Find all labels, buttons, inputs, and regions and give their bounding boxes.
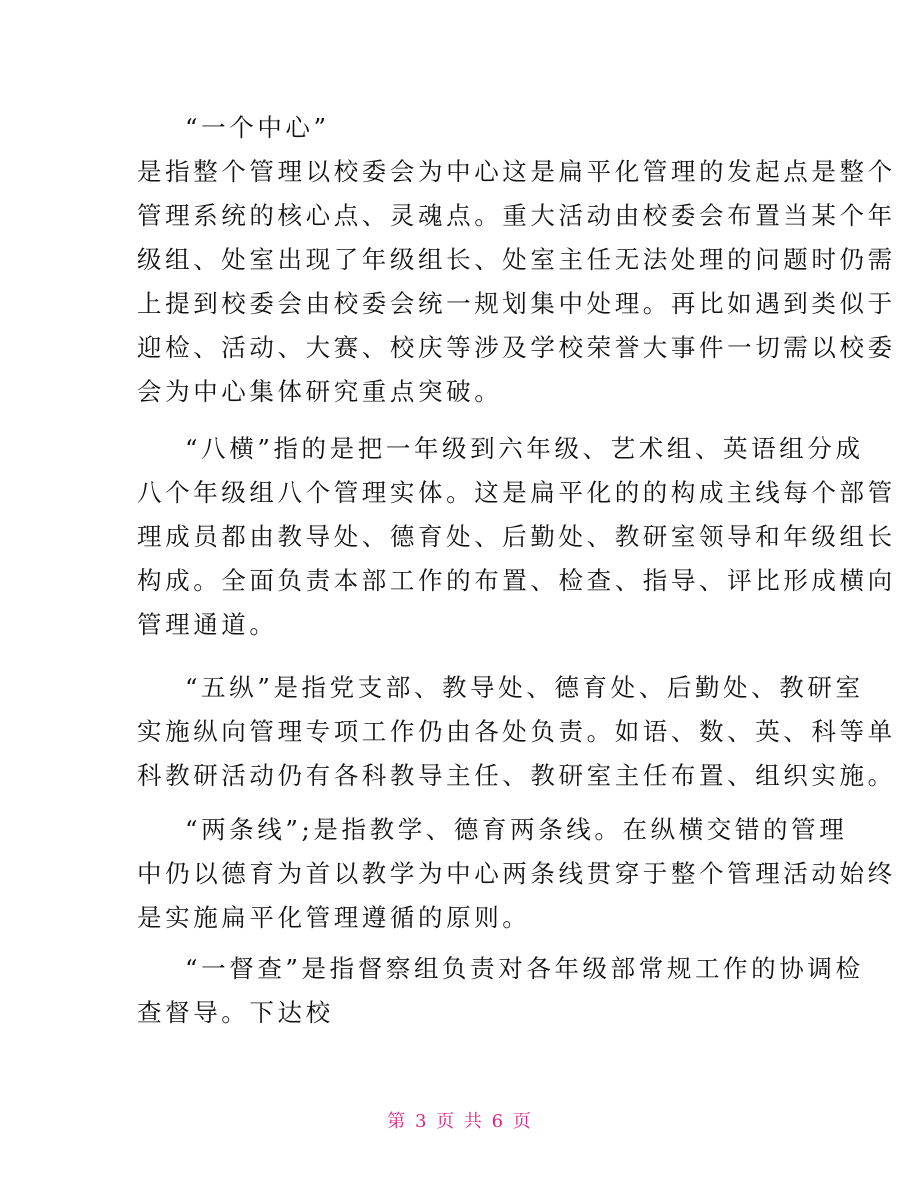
body-line: 查督导。下达校 xyxy=(137,998,334,1027)
paragraph-five-vertical: “五纵”是指党支部、教导处、德育处、后勤处、教研室 xyxy=(185,673,864,702)
body-line: 会为中心集体研究重点突破。 xyxy=(137,377,503,406)
body-line: 理成员都由教导处、德育处、后勤处、教研室领导和年级组长 xyxy=(137,522,896,551)
body-line: 构成。全面负责本部工作的布置、检查、指导、评比形成横向 xyxy=(137,566,896,595)
paragraph-eight-horizontal: “八横”指的是把一年级到六年级、艺术组、英语组分成 xyxy=(185,434,864,463)
body-line: 级组、处室出现了年级组长、处室主任无法处理的问题时仍需 xyxy=(137,245,896,274)
heading-one-center: “一个中心” xyxy=(185,113,330,142)
body-line: 实施纵向管理专项工作仍由各处负责。如语、数、英、科等单 xyxy=(137,717,896,746)
body-line: 上提到校委会由校委会统一规划集中处理。再比如遇到类似于 xyxy=(137,289,896,318)
body-line: 是实施扁平化管理遵循的原则。 xyxy=(137,903,531,932)
body-line: 是指整个管理以校委会为中心这是扁平化管理的发起点是整个 xyxy=(137,157,896,186)
paragraph-one-supervision: “一督查”是指督察组负责对各年级部常规工作的协调检 xyxy=(185,954,864,983)
body-line: 管理通道。 xyxy=(137,610,278,639)
body-line: 中仍以德育为首以教学为中心两条线贯穿于整个管理活动始终 xyxy=(137,859,896,888)
page-number-footer: 第 3 页 共 6 页 xyxy=(387,1111,533,1132)
paragraph-two-lines: “两条线”;是指教学、德育两条线。在纵横交错的管理 xyxy=(185,815,848,844)
body-line: 迎检、活动、大赛、校庆等涉及学校荣誉大事件一切需以校委 xyxy=(137,333,896,362)
body-line: 科教研活动仍有各科教导主任、教研室主任布置、组织实施。 xyxy=(137,761,896,790)
body-line: 管理系统的核心点、灵魂点。重大活动由校委会布置当某个年 xyxy=(137,201,896,230)
body-line: 八个年级组八个管理实体。这是扁平化的的构成主线每个部管 xyxy=(137,478,896,507)
